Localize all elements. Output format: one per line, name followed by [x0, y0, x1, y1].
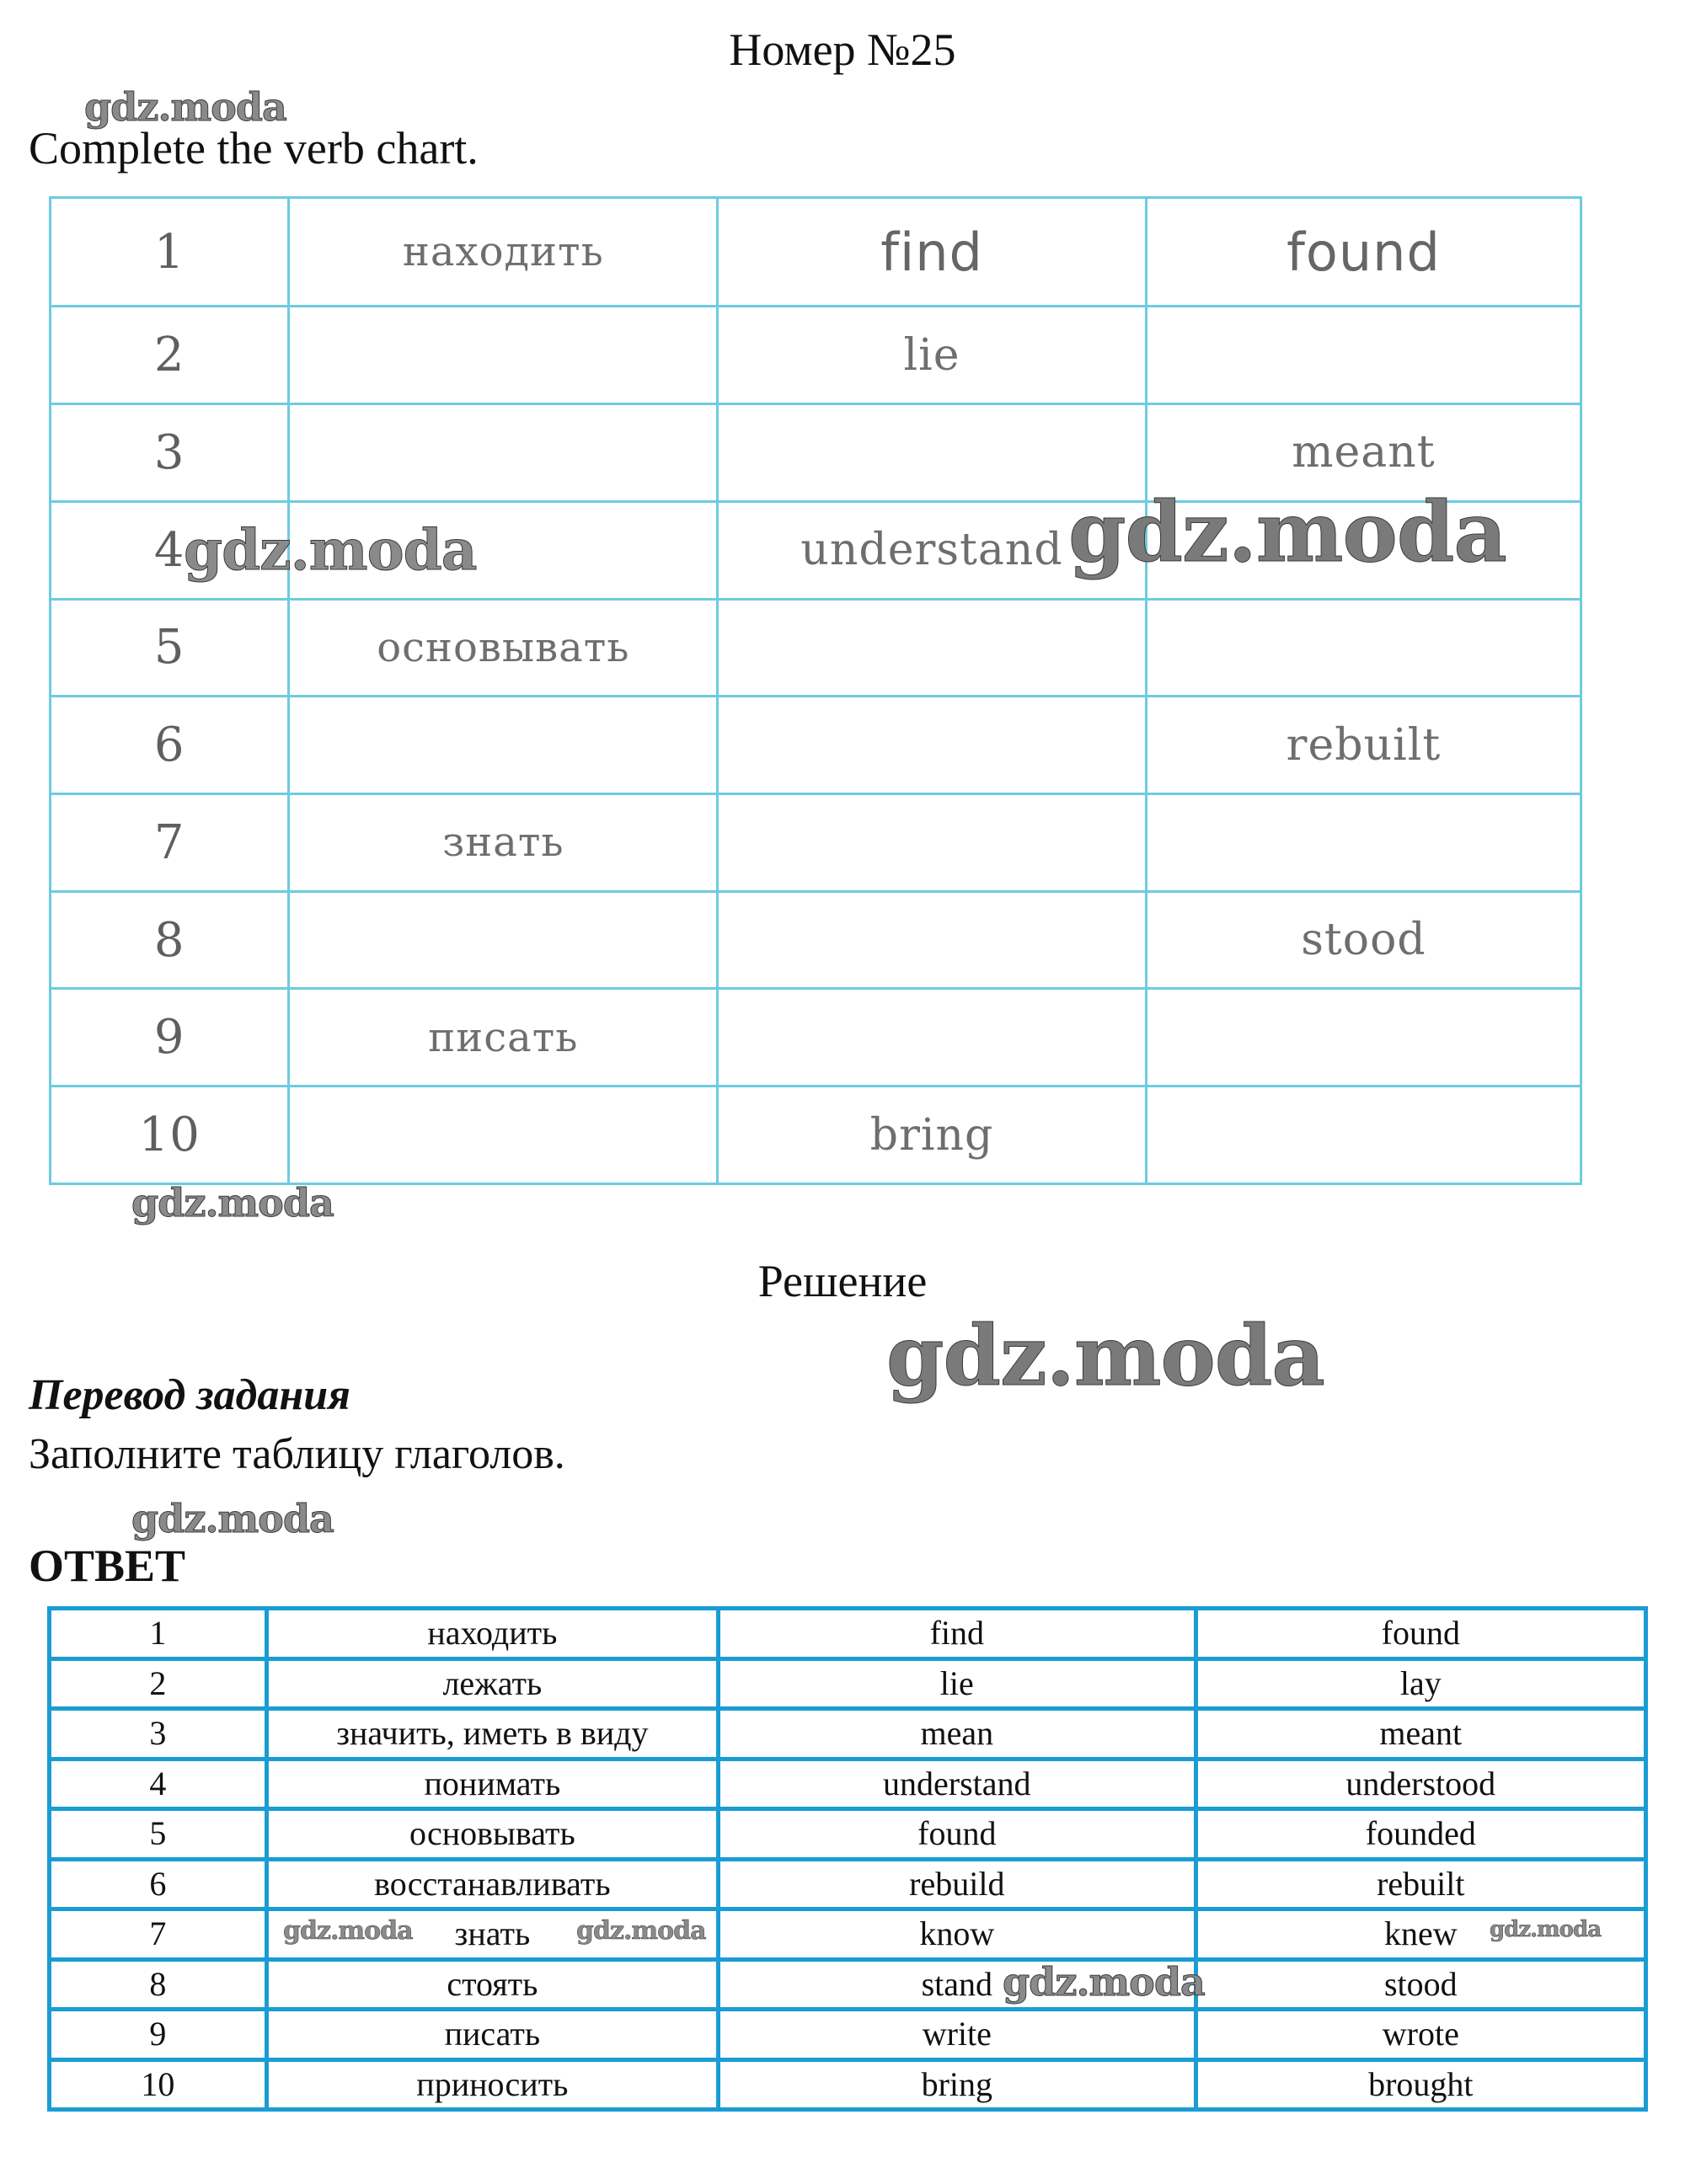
watermark-logo: gdz.moda [886, 1308, 1324, 1405]
russian-verb-cell: восстанавливать [266, 1859, 718, 1909]
table-row [50, 1658, 1646, 1709]
table-row [51, 891, 1581, 989]
row-number-cell: 3 [50, 1709, 267, 1759]
infinitive-cell: understand [719, 1759, 1196, 1809]
past-form-cell: found [1146, 198, 1581, 307]
row-number-cell: 2 [50, 1658, 267, 1709]
past-form-cell: understood [1196, 1759, 1645, 1809]
russian-verb-cell: находить [289, 198, 718, 307]
row-number-cell: 4 [50, 1759, 267, 1809]
table-row [50, 1709, 1646, 1759]
table-row [50, 1959, 1646, 2010]
infinitive-cell: lie [719, 1658, 1196, 1709]
russian-verb-cell: основывать [289, 599, 718, 697]
russian-verb-cell: значить, иметь в виду [266, 1709, 718, 1759]
row-number-cell: 6 [50, 1859, 267, 1909]
past-form-cell [1146, 599, 1581, 697]
row-number-cell: 5 [51, 599, 289, 697]
table-row [51, 794, 1581, 892]
row-number-cell: 2 [51, 307, 289, 404]
infinitive-cell: find [718, 198, 1147, 307]
infinitive-cell [718, 989, 1147, 1087]
row-number-cell: 10 [50, 2059, 267, 2110]
answer-verb-table [47, 1606, 1648, 2112]
row-number-cell: 9 [51, 989, 289, 1087]
past-form-cell [1146, 989, 1581, 1087]
infinitive-cell: bring [718, 1087, 1147, 1184]
past-form-cell: stood [1146, 891, 1581, 989]
russian-verb-cell: лежать [266, 1658, 718, 1709]
infinitive-cell [718, 697, 1147, 794]
past-form-cell: meant [1146, 404, 1581, 502]
row-number-cell: 8 [50, 1959, 267, 2010]
russian-verb-cell: писать [266, 2010, 718, 2060]
russian-verb-cell: приносить [266, 2059, 718, 2110]
table-row [51, 599, 1581, 697]
table-row [50, 1609, 1646, 1659]
translation-heading: Перевод задания [29, 1371, 350, 1419]
watermark-logo: gdz.moda [1490, 1917, 1602, 1942]
page-title: Номер №25 [729, 24, 956, 75]
infinitive-cell [718, 891, 1147, 989]
row-number-cell: 10 [51, 1087, 289, 1184]
russian-verb-cell [289, 697, 718, 794]
table-row [51, 697, 1581, 794]
past-form-cell: brought [1196, 2059, 1645, 2110]
infinitive-cell [718, 599, 1147, 697]
row-number-cell: 9 [50, 2010, 267, 2060]
watermark-logo: gdz.moda [283, 1916, 413, 1946]
russian-verb-cell [289, 307, 718, 404]
row-number-cell: 7 [51, 794, 289, 892]
infinitive-cell: write [719, 2010, 1196, 2060]
row-number-cell: 1 [51, 198, 289, 307]
infinitive-cell [718, 794, 1147, 892]
watermark-logo: gdz.moda [131, 1180, 334, 1225]
table-row [50, 1759, 1646, 1809]
row-number-cell: 6 [51, 697, 289, 794]
past-form-cell: meant [1196, 1709, 1645, 1759]
infinitive-cell: stand [719, 1959, 1196, 2010]
russian-verb-cell [289, 891, 718, 989]
exercise-verb-chart [49, 196, 1582, 1185]
row-number-cell: 7 [50, 1909, 267, 1960]
row-number-cell: 4 [51, 501, 289, 599]
answer-heading: ОТВЕТ [29, 1541, 186, 1591]
row-number-cell: 5 [50, 1809, 267, 1860]
past-form-cell [1146, 1087, 1581, 1184]
russian-verb-cell: писать [289, 989, 718, 1087]
infinitive-cell: lie [718, 307, 1147, 404]
solution-title: Решение [757, 1256, 928, 1306]
past-form-cell: founded [1196, 1809, 1645, 1860]
past-form-cell: rebuilt [1196, 1859, 1645, 1909]
past-form-cell: knew [1196, 1909, 1645, 1960]
russian-verb-cell: основывать [266, 1809, 718, 1860]
russian-verb-cell [289, 1087, 718, 1184]
watermark-logo: gdz.moda [1003, 1959, 1205, 2005]
infinitive-cell: found [719, 1809, 1196, 1860]
table-row [51, 307, 1581, 404]
table-row [51, 989, 1581, 1087]
russian-verb-cell: понимать [266, 1759, 718, 1809]
table-row [50, 1809, 1646, 1860]
past-form-cell: stood [1196, 1959, 1645, 2010]
infinitive-cell: understand [718, 501, 1147, 599]
table-row [51, 1087, 1581, 1184]
translation-text: Заполните таблицу глаголов. [29, 1430, 565, 1478]
infinitive-cell: know [719, 1909, 1196, 1960]
past-form-cell: rebuilt [1146, 697, 1581, 794]
past-form-cell: lay [1196, 1658, 1645, 1709]
table-row [51, 198, 1581, 307]
task-instruction: Complete the verb chart. [29, 123, 479, 174]
table-row [50, 2059, 1646, 2110]
past-form-cell [1146, 794, 1581, 892]
russian-verb-cell: находить [266, 1609, 718, 1659]
watermark-logo: gdz.moda [184, 517, 477, 583]
russian-verb-cell: знать [266, 1909, 718, 1960]
row-number-cell: 3 [51, 404, 289, 502]
row-number-cell: 8 [51, 891, 289, 989]
infinitive-cell: find [719, 1609, 1196, 1659]
infinitive-cell: bring [719, 2059, 1196, 2110]
table-row [50, 1859, 1646, 1909]
watermark-logo: gdz.moda [1068, 484, 1506, 581]
past-form-cell: wrote [1196, 2010, 1645, 2060]
russian-verb-cell: знать [289, 794, 718, 892]
watermark-logo: gdz.moda [131, 1496, 334, 1541]
russian-verb-cell [289, 404, 718, 502]
russian-verb-cell: стоять [266, 1959, 718, 2010]
past-form-cell [1146, 307, 1581, 404]
watermark-logo: gdz.moda [84, 84, 286, 130]
watermark-logo: gdz.moda [576, 1916, 706, 1946]
infinitive-cell: mean [719, 1709, 1196, 1759]
table-row [50, 2010, 1646, 2060]
past-form-cell: found [1196, 1609, 1645, 1659]
infinitive-cell: rebuild [719, 1859, 1196, 1909]
row-number-cell: 1 [50, 1609, 267, 1659]
